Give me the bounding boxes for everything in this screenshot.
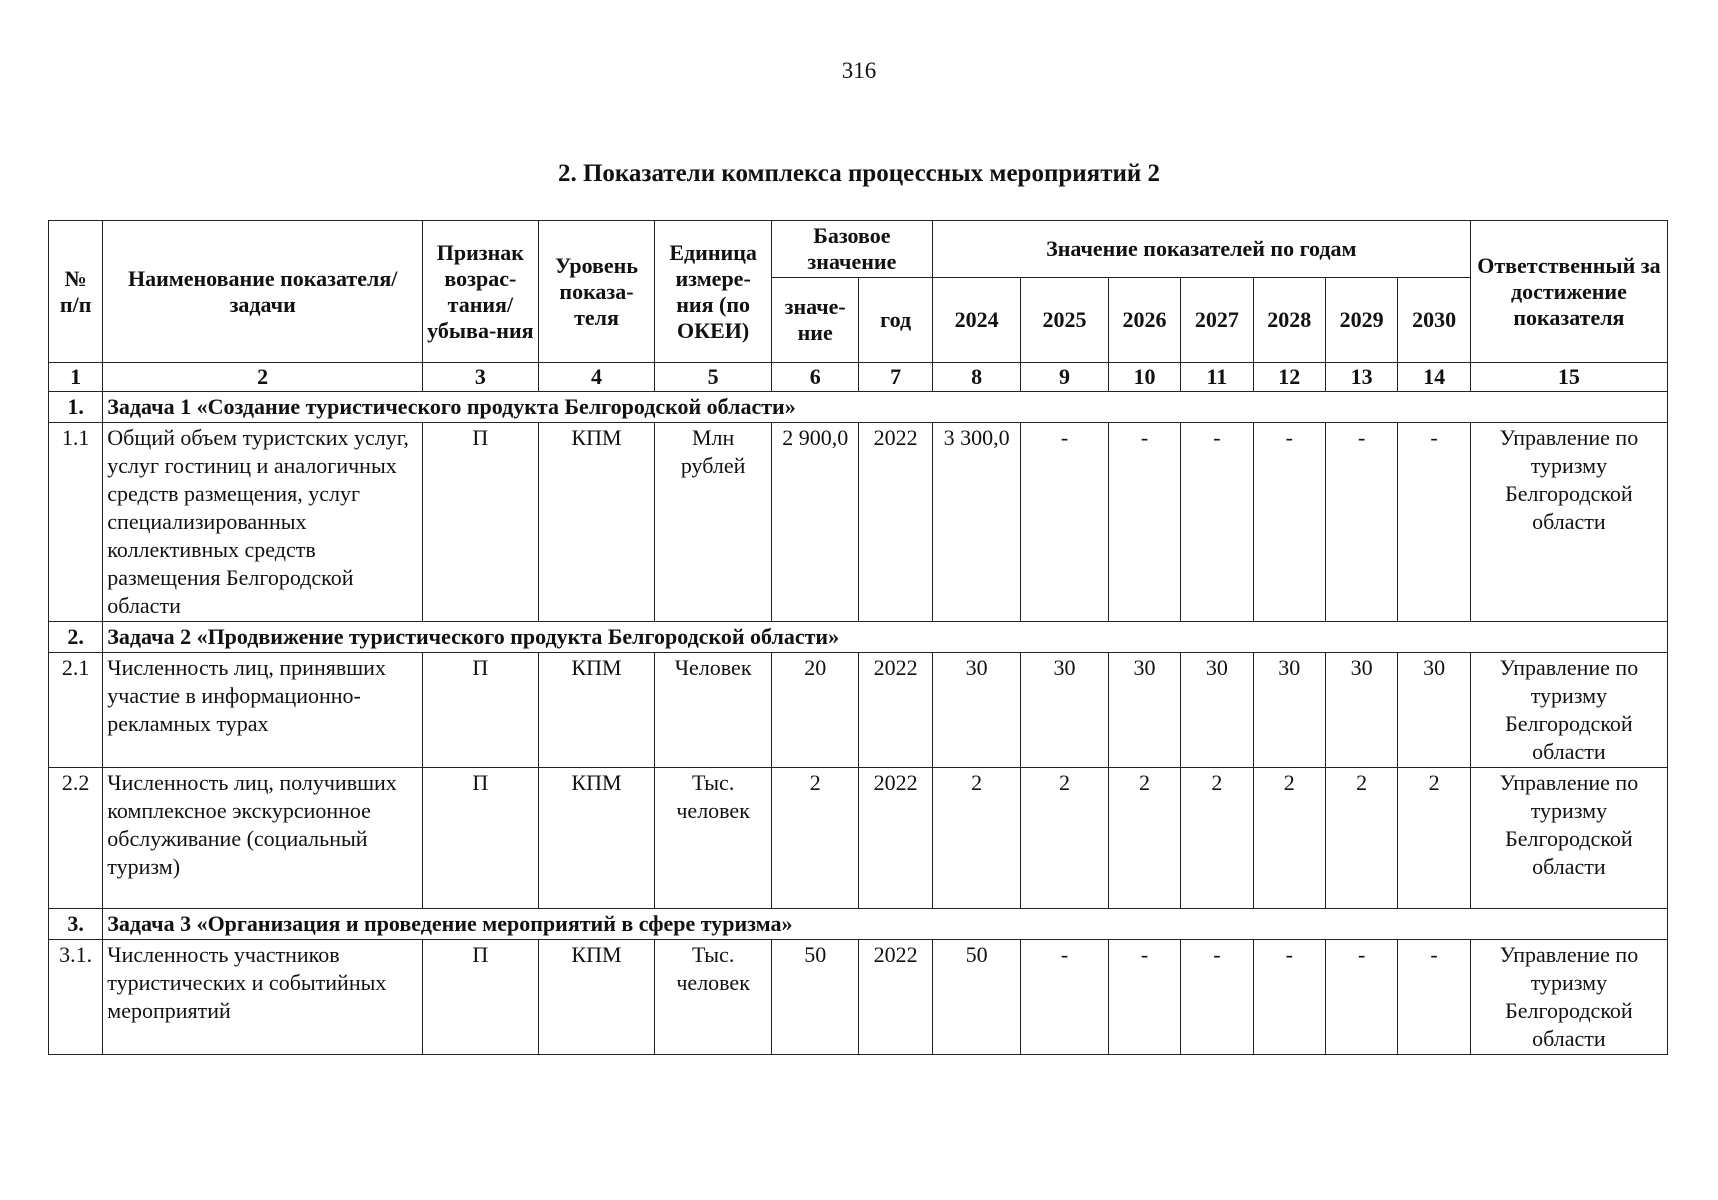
header-year: 2029 (1325, 278, 1397, 363)
header-year: 2027 (1181, 278, 1253, 363)
year-value-cell: 30 (1398, 653, 1470, 768)
column-number: 14 (1398, 363, 1470, 392)
unit-cell: Тыс. человек (655, 768, 772, 909)
page-title: 2. Показатели комплекса процессных мероприятий 2 (557, 160, 1161, 187)
level-cell: КПМ (538, 653, 655, 768)
row-number: 1.1 (49, 423, 103, 622)
header-year: 2030 (1398, 278, 1470, 363)
year-value-cell: 2 (1398, 768, 1470, 909)
year-value-cell: 2 (932, 768, 1020, 909)
table-row (49, 653, 1668, 768)
column-number: 11 (1181, 363, 1253, 392)
responsible-cell: Управление по туризму Белгородской области (1470, 653, 1667, 768)
task-number: 3. (49, 909, 103, 940)
header-base: Базовое значение (771, 221, 932, 278)
table-header (49, 221, 1668, 363)
column-number: 6 (771, 363, 858, 392)
column-number: 3 (423, 363, 539, 392)
page-number: 316 (841, 58, 877, 83)
indicator-name: Численность лиц, принявших участие в информационно-рекламных турах (103, 653, 423, 768)
responsible-cell: Управление по туризму Белгородской области (1470, 940, 1667, 1055)
sign-cell: П (423, 940, 539, 1055)
header-responsible: Ответственный за достижение показателя (1470, 221, 1667, 363)
responsible-cell: Управление по туризму Белгородской области (1470, 423, 1667, 622)
task-title: Задача 3 «Организация и проведение мероприятий в сфере туризма» (103, 909, 1668, 940)
base-year-cell: 2022 (859, 768, 932, 909)
level-cell: КПМ (538, 768, 655, 909)
column-number: 2 (103, 363, 423, 392)
year-value-cell: - (1108, 423, 1180, 622)
base-year-cell: 2022 (859, 423, 932, 622)
year-value-cell: 50 (932, 940, 1020, 1055)
indicators-table (48, 220, 1668, 1055)
column-number: 13 (1325, 363, 1397, 392)
unit-cell: Человек (655, 653, 772, 768)
header-years-group: Значение показателей по годам (932, 221, 1470, 278)
year-value-cell: 2 (1108, 768, 1180, 909)
year-value-cell: - (1021, 423, 1108, 622)
row-number: 3.1. (49, 940, 103, 1055)
header-level: Уровень показа-теля (538, 221, 655, 363)
indicator-name: Общий объем туристских услуг, услуг гостиниц и аналогичных средств размещения, услуг специализированных коллективных средств размещения Белгородской области (103, 423, 423, 622)
responsible-cell: Управление по туризму Белгородской области (1470, 768, 1667, 909)
level-cell: КПМ (538, 940, 655, 1055)
year-value-cell: - (1181, 940, 1253, 1055)
base-value-cell: 2 (771, 768, 858, 909)
header-unit: Единица измере-ния (по ОКЕИ) (655, 221, 772, 363)
table-row (49, 940, 1668, 1055)
header-name: Наименование показателя/задачи (103, 221, 423, 363)
header-base-year: год (859, 278, 932, 363)
indicator-name: Численность участников туристических и событийных мероприятий (103, 940, 423, 1055)
year-value-cell: 2 (1021, 768, 1108, 909)
year-value-cell: 2 (1325, 768, 1397, 909)
base-year-cell: 2022 (859, 940, 932, 1055)
base-value-cell: 2 900,0 (771, 423, 858, 622)
year-value-cell: - (1181, 423, 1253, 622)
base-value-cell: 50 (771, 940, 858, 1055)
base-value-cell: 20 (771, 653, 858, 768)
year-value-cell: - (1253, 940, 1325, 1055)
year-value-cell: 30 (1021, 653, 1108, 768)
header-year: 2024 (932, 278, 1020, 363)
task-row (49, 622, 1668, 653)
unit-cell: Тыс. человек (655, 940, 772, 1055)
year-value-cell: 30 (932, 653, 1020, 768)
year-value-cell: 30 (1181, 653, 1253, 768)
column-number: 7 (859, 363, 932, 392)
header-year: 2026 (1108, 278, 1180, 363)
header-year: 2028 (1253, 278, 1325, 363)
table-row (49, 768, 1668, 909)
sign-cell: П (423, 768, 539, 909)
year-value-cell: - (1398, 423, 1470, 622)
task-row (49, 909, 1668, 940)
year-value-cell: 30 (1253, 653, 1325, 768)
sign-cell: П (423, 653, 539, 768)
year-value-cell: - (1325, 423, 1397, 622)
base-year-cell: 2022 (859, 653, 932, 768)
year-value-cell: 30 (1108, 653, 1180, 768)
row-number: 2.2 (49, 768, 103, 909)
unit-cell: Млн рублей (655, 423, 772, 622)
task-title: Задача 1 «Создание туристического продукта Белгородской области» (103, 392, 1668, 423)
year-value-cell: 2 (1253, 768, 1325, 909)
year-value-cell: - (1253, 423, 1325, 622)
year-value-cell: 2 (1181, 768, 1253, 909)
column-number: 12 (1253, 363, 1325, 392)
column-numbers-row (49, 363, 1668, 392)
column-number: 15 (1470, 363, 1667, 392)
header-base-value: значе-ние (771, 278, 858, 363)
column-number: 10 (1108, 363, 1180, 392)
year-value-cell: 3 300,0 (932, 423, 1020, 622)
task-number: 2. (49, 622, 103, 653)
task-number: 1. (49, 392, 103, 423)
column-number: 8 (932, 363, 1020, 392)
column-number: 4 (538, 363, 655, 392)
column-number: 9 (1021, 363, 1108, 392)
sign-cell: П (423, 423, 539, 622)
row-number: 2.1 (49, 653, 103, 768)
year-value-cell: - (1325, 940, 1397, 1055)
header-num: № п/п (49, 221, 103, 363)
level-cell: КПМ (538, 423, 655, 622)
header-year: 2025 (1021, 278, 1108, 363)
year-value-cell: - (1021, 940, 1108, 1055)
year-value-cell: - (1398, 940, 1470, 1055)
table-row (49, 423, 1668, 622)
task-row (49, 392, 1668, 423)
indicator-name: Численность лиц, получивших комплексное экскурсионное обслуживание (социальный туризм) (103, 768, 423, 909)
year-value-cell: 30 (1325, 653, 1397, 768)
column-number: 1 (49, 363, 103, 392)
column-number: 5 (655, 363, 772, 392)
header-sign: Признак возрас-тания/ убыва-ния (423, 221, 539, 363)
task-title: Задача 2 «Продвижение туристического продукта Белгородской области» (103, 622, 1668, 653)
year-value-cell: - (1108, 940, 1180, 1055)
